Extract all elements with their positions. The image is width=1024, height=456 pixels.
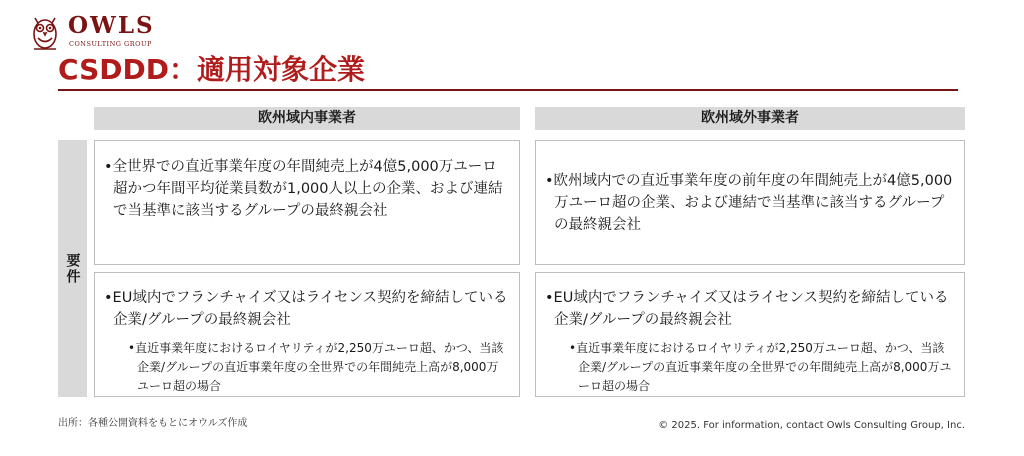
page-title: CSDDD：適用対象企業 [58,53,365,86]
title-underline [58,89,958,91]
requirement-text: •EU域内でフランチャイズ又はライセンス契約を締結している企業/グループの最終親会社 [545,290,949,328]
row-header-label: 要件 [64,252,81,285]
column-header-non-eu: 欧州域外事業者 [535,107,965,130]
row-header-requirements [58,140,87,397]
requirement-subtext: •直近事業年度におけるロイヤリティが2,250万ユーロ超、かつ、当該企業/グループの直近事業年度の全世界での年間純売上高が8,000万ユーロ超の場合 [569,341,952,393]
logo-wordmark: OWLS [68,12,155,39]
requirement-text: •欧州域内での直近事業年度の前年度の年間純売上が4億5,000万ユーロ超の企業、および連結で当基準に該当するグループの最終親会社 [545,172,953,233]
table-cell-non-eu-revenue [535,140,965,265]
column-header-eu-domestic: 欧州域内事業者 [94,107,520,130]
copyright-notice: © 2025. For information, contact Owls Consulting Group, Inc. [658,420,965,431]
table-cell-eu-revenue [94,140,520,265]
source-note: 出所：各種公開資料をもとにオウルズ作成 [58,418,248,429]
company-logo [28,12,168,52]
requirement-text: •全世界での直近事業年度の年間純売上が4億5,000万ユーロ超かつ年間平均従業員数が1,000人以上の企業、および連結で当基準に該当するグループの最終親会社 [104,159,503,219]
table-cell-eu-franchise [94,272,520,397]
table-cell-non-eu-franchise [535,272,965,397]
requirement-text: •EU域内でフランチャイズ又はライセンス契約を締結している企業/グループの最終親会社 [104,290,508,328]
logo-subtitle: CONSULTING GROUP [69,40,152,48]
requirement-subtext: •直近事業年度におけるロイヤリティが2,250万ユーロ超、かつ、当該企業/グループの直近事業年度の全世界での年間純売上高が8,000万ユーロ超の場合 [128,341,504,393]
owl-icon [28,12,62,52]
